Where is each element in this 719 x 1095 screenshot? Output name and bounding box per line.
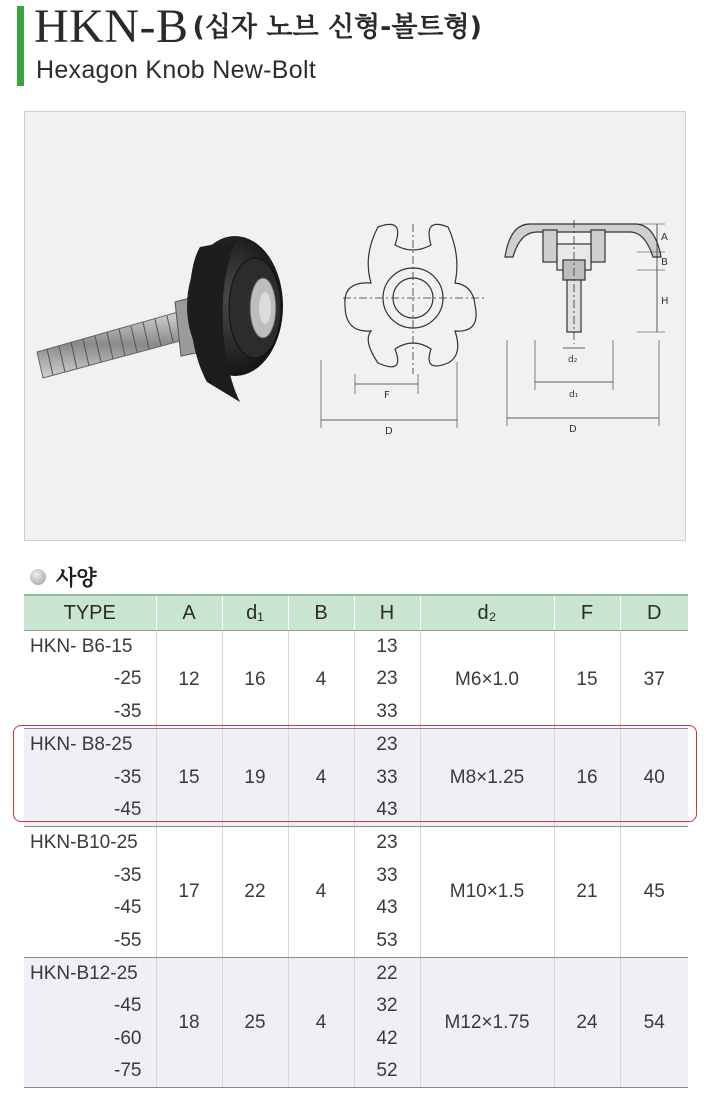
type-value: -25 — [114, 668, 142, 690]
h-value: 23 — [376, 832, 398, 854]
b-cell: 4 — [288, 729, 354, 827]
h-value: 42 — [376, 1027, 398, 1049]
dim-A-label: A — [661, 232, 668, 243]
type-value: -60 — [114, 1027, 142, 1049]
spec-table — [24, 594, 688, 1088]
d1-cell: 22 — [222, 827, 288, 958]
type-value: -55 — [114, 929, 142, 951]
a-cell: 12 — [156, 631, 222, 729]
col-header-a: A — [156, 595, 222, 631]
d2-cell: M8×1.25 — [420, 729, 554, 827]
knob-photo — [37, 236, 283, 402]
type-value: -75 — [114, 1060, 142, 1082]
h-value: 53 — [376, 929, 398, 951]
d1-cell: 16 — [222, 631, 288, 729]
spec-section-title: 사양 — [56, 566, 97, 590]
front-view-drawing — [321, 224, 487, 428]
h-cell — [354, 827, 420, 958]
d-cell: 37 — [620, 631, 688, 729]
type-value: -35 — [114, 766, 142, 788]
type-value: -45 — [114, 995, 142, 1017]
type-value: -45 — [114, 897, 142, 919]
table-row-group — [24, 827, 688, 958]
type-value: HKN-B10-25 — [30, 832, 138, 854]
col-header-f: F — [554, 595, 620, 631]
type-cell — [24, 827, 156, 958]
col-header-d1: d₁ — [222, 595, 288, 631]
h-cell — [354, 631, 420, 729]
d-cell: 45 — [620, 827, 688, 958]
f-cell: 15 — [554, 631, 620, 729]
h-value: 33 — [376, 864, 398, 886]
a-cell: 18 — [156, 957, 222, 1088]
h-value: 23 — [376, 668, 398, 690]
type-value: -35 — [114, 864, 142, 886]
h-value: 33 — [376, 766, 398, 788]
d1-cell: 25 — [222, 957, 288, 1088]
type-value: -35 — [114, 700, 142, 722]
type-value: HKN- B6-15 — [30, 636, 133, 657]
col-header-d: D — [620, 595, 688, 631]
table-row-group — [24, 957, 688, 1088]
type-cell — [24, 957, 156, 1088]
a-cell: 17 — [156, 827, 222, 958]
table-header-row — [24, 595, 688, 631]
d-cell: 40 — [620, 729, 688, 827]
table-row-group — [24, 631, 688, 729]
dim-H-label: H — [661, 296, 669, 307]
d2-cell: M10×1.5 — [420, 827, 554, 958]
d2-cell: M12×1.75 — [420, 957, 554, 1088]
a-cell: 15 — [156, 729, 222, 827]
h-value: 43 — [376, 897, 398, 919]
type-value: -45 — [114, 798, 142, 820]
spec-section-header — [30, 562, 97, 592]
h-value: 33 — [376, 700, 398, 722]
page-title — [34, 2, 482, 52]
col-header-b: B — [288, 595, 354, 631]
type-cell — [24, 729, 156, 827]
type-value: HKN- B8-25 — [30, 734, 133, 756]
col-header-h: H — [354, 595, 420, 631]
h-value: 52 — [376, 1060, 398, 1082]
dim-d1-label: d₁ — [569, 390, 579, 400]
b-cell: 4 — [288, 827, 354, 958]
product-english-name: Hexagon Knob New-Bolt — [36, 56, 317, 84]
d1-cell: 19 — [222, 729, 288, 827]
dim-F-label: F — [384, 390, 390, 401]
side-section-drawing — [505, 220, 665, 426]
b-cell: 4 — [288, 631, 354, 729]
h-cell — [354, 729, 420, 827]
technical-drawing — [25, 112, 687, 542]
h-value: 13 — [376, 636, 398, 657]
table-row-group — [24, 729, 688, 827]
dim-D-side-label: D — [569, 424, 577, 435]
h-value: 22 — [376, 962, 398, 984]
product-code: HKN-B — [34, 0, 189, 53]
h-value: 43 — [376, 798, 398, 820]
col-header-d2: d₂ — [420, 595, 554, 631]
accent-bar — [17, 6, 24, 86]
dim-B-label: B — [661, 257, 668, 268]
product-korean-name: (십자 노브 신형-볼트형) — [192, 12, 482, 43]
h-value: 23 — [376, 734, 398, 756]
col-header-type: TYPE — [24, 595, 156, 631]
f-cell: 24 — [554, 957, 620, 1088]
dim-D-front-label: D — [385, 426, 393, 437]
d2-cell: M6×1.0 — [420, 631, 554, 729]
type-cell — [24, 631, 156, 729]
b-cell: 4 — [288, 957, 354, 1088]
type-value: HKN-B12-25 — [30, 962, 138, 984]
bullet-icon — [30, 569, 46, 585]
f-cell: 16 — [554, 729, 620, 827]
d-cell: 54 — [620, 957, 688, 1088]
f-cell: 21 — [554, 827, 620, 958]
h-cell — [354, 957, 420, 1088]
dim-d2-label: d₂ — [568, 355, 578, 365]
h-value: 32 — [376, 995, 398, 1017]
product-drawing-panel — [24, 111, 686, 541]
